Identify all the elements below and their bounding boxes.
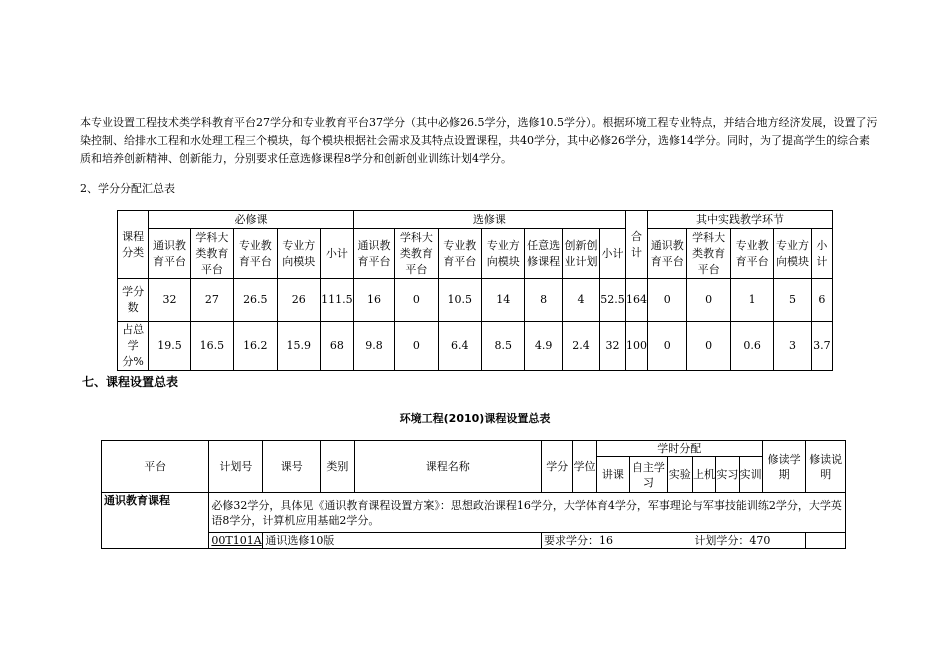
value-cell: 111.5 <box>320 279 353 322</box>
column-header: 通识教育平台 <box>353 229 394 279</box>
value-cell: 32 <box>600 322 626 371</box>
col-header: 学时分配 <box>596 441 762 457</box>
col-header: 修读说明 <box>806 441 846 493</box>
column-header: 小计 <box>320 229 353 279</box>
value-cell: 19.5 <box>149 322 190 371</box>
value-cell: 2.4 <box>562 322 599 371</box>
col-header: 实验 <box>667 457 692 493</box>
value-cell: 26.5 <box>234 279 277 322</box>
value-cell: 14 <box>482 279 525 322</box>
value-cell: 68 <box>320 322 353 371</box>
section-heading: 七、课程设置总表 <box>82 375 179 389</box>
value-cell: 8 <box>525 279 562 322</box>
value-cell: 4 <box>562 279 599 322</box>
row-header-cell: 课程分类 <box>118 211 149 279</box>
value-cell: 10.5 <box>438 279 481 322</box>
value-cell: 4.9 <box>525 322 562 371</box>
column-header: 通识教育平台 <box>149 229 190 279</box>
value-cell: 164 <box>625 279 647 322</box>
value-cell: 3 <box>774 322 811 371</box>
course-name-cell: 通识选修10版 <box>263 533 542 549</box>
column-header: 任意选修课程 <box>525 229 562 279</box>
group-header: 必修课 <box>149 211 353 229</box>
value-cell: 27 <box>190 279 233 322</box>
col-header: 类别 <box>321 441 354 493</box>
notes-cell <box>806 533 846 549</box>
value-cell: 16 <box>353 279 394 322</box>
value-cell: 100 <box>625 322 647 371</box>
value-cell: 1 <box>730 279 773 322</box>
group-header: 选修课 <box>353 211 625 229</box>
col-header: 上机 <box>692 457 715 493</box>
column-header: 专业教育平台 <box>438 229 481 279</box>
platform-cell: 通识教育课程 <box>102 493 209 549</box>
column-header: 通识教育平台 <box>648 229 687 279</box>
value-cell: 9.8 <box>353 322 394 371</box>
col-header: 自主学习 <box>630 457 667 493</box>
section-heading: 2、学分分配汇总表 <box>80 182 175 195</box>
col-header: 实训 <box>739 457 762 493</box>
intro-paragraph: 本专业设置工程技术类学科教育平台27学分和专业教育平台37学分（其中必修26.5学分，选修10.5学分）。根据环境工程专业特点，并结合地方经济发展，设置了污染控制、给排水工程和水处理工程三个模块，每个模块根据社会需求及其特点设置课程，共40学分，其中必修26学分，选修14学分。同时，为了提高学生的综合素质和培养创新精神、创新能力，分别要求任意选修课程8学分和创新创业训练计划4学分。 <box>80 116 878 165</box>
credit-distribution-table <box>117 210 833 371</box>
row-label: 占总学分% <box>118 322 149 371</box>
value-cell: 0 <box>648 322 687 371</box>
col-header: 学位 <box>573 441 596 493</box>
col-header: 课程名称 <box>354 441 541 493</box>
plan-number-link[interactable]: 00T101A <box>209 533 263 549</box>
value-cell: 8.5 <box>482 322 525 371</box>
value-cell: 3.7 <box>811 322 832 371</box>
value-cell: 0 <box>687 322 730 371</box>
column-header: 小计 <box>600 229 626 279</box>
value-cell: 6 <box>811 279 832 322</box>
value-cell: 15.9 <box>277 322 320 371</box>
column-header: 学科大类教育平台 <box>687 229 730 279</box>
column-header: 专业教育平台 <box>234 229 277 279</box>
column-header: 学科大类教育平台 <box>395 229 438 279</box>
course-table <box>101 440 846 549</box>
value-cell: 32 <box>149 279 190 322</box>
col-header: 修读学期 <box>762 441 806 493</box>
value-cell: 16.2 <box>234 322 277 371</box>
value-cell: 52.5 <box>600 279 626 322</box>
column-header: 专业方向模块 <box>774 229 811 279</box>
value-cell: 0 <box>687 279 730 322</box>
value-cell: 16.5 <box>190 322 233 371</box>
col-header: 课号 <box>263 441 321 493</box>
column-header: 小计 <box>811 229 832 279</box>
col-header: 计划号 <box>209 441 263 493</box>
column-header: 学科大类教育平台 <box>190 229 233 279</box>
column-header: 专业教育平台 <box>730 229 773 279</box>
value-cell: 0 <box>395 279 438 322</box>
platform-description: 必修32学分，具体见《通识教育课程设置方案》：思想政治课程16学分，大学体育4学分，军事理论与军事技能训练2学分，大学英语8学分，计算机应用基础2学分。 <box>209 493 846 533</box>
value-cell: 5 <box>774 279 811 322</box>
group-header: 其中实践教学环节 <box>648 211 833 229</box>
col-header: 平台 <box>102 441 209 493</box>
col-header: 实习 <box>716 457 739 493</box>
planned-credits-cell: 计划学分：470 <box>692 533 805 549</box>
column-header: 创新创业计划 <box>562 229 599 279</box>
value-cell: 0 <box>395 322 438 371</box>
row-label: 学分数 <box>118 279 149 322</box>
col-header: 学分 <box>541 441 572 493</box>
col-header: 讲课 <box>596 457 629 493</box>
column-header: 专业方向模块 <box>482 229 525 279</box>
table-title: 环境工程(2010)课程设置总表 <box>399 412 551 425</box>
value-cell: 0 <box>648 279 687 322</box>
value-cell: 26 <box>277 279 320 322</box>
total-header: 合计 <box>625 211 647 279</box>
value-cell: 6.4 <box>438 322 481 371</box>
required-credits-cell: 要求学分：16 <box>541 533 692 549</box>
value-cell: 0.6 <box>730 322 773 371</box>
column-header: 专业方向模块 <box>277 229 320 279</box>
